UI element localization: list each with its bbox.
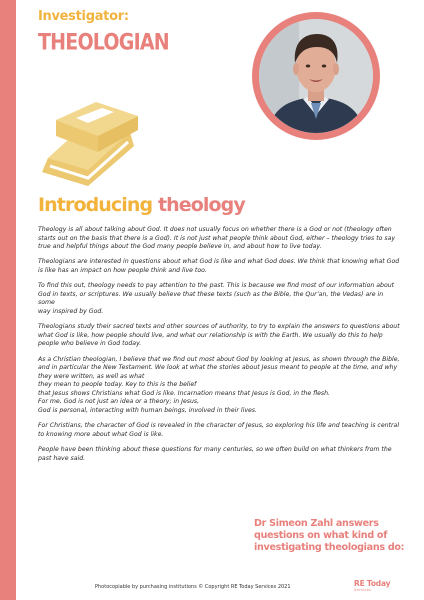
text-line: As a Christian theologian, I believe that we find out most about God by looking at Jesus, as shown through the Bible, — [38, 355, 400, 363]
text-line: they mean to people today. Key to this is the belief — [38, 381, 197, 389]
text-line: to knowing more about what God is like. — [38, 430, 164, 438]
left-accent-bar — [0, 0, 16, 600]
text-line: For Christians, the character of God is revealed in the character of Jesus, so exploring his life and teaching is central — [38, 422, 400, 430]
text-line: way inspired by God. — [38, 307, 104, 315]
book-icon — [34, 96, 142, 188]
text-line: God in texts, or scriptures. We usually believe that these texts (such as the Bible, the Qur’an, the Vedas) are in some — [38, 290, 384, 307]
text-line: For me, God is not just an idea or a theory; in Jesus, — [38, 398, 200, 406]
heading-part-1: Introducing — [38, 194, 153, 216]
callout-line: investigating theologians do: — [254, 542, 405, 553]
text-line: they were written, as well as what — [38, 372, 145, 380]
text-line: starts out on the basis that there is a God). It is not just what people think about God, either – theology tries to say — [38, 234, 396, 242]
logo-wordmark: RE Today — [354, 579, 391, 588]
text-line: true and helpful things about the God many people believe in, and about how to live today. — [38, 243, 322, 251]
copyright-footer: Photocopiable by purchasing institutions © Copyright RE Today Services 2021 — [95, 584, 291, 590]
interview-callout — [254, 518, 414, 554]
paragraph — [38, 226, 400, 252]
section-heading — [38, 194, 245, 216]
re-today-logo — [354, 580, 390, 592]
text-line: People have been thinking about these questions for many centuries, so we often build on what thinkers from the — [38, 446, 392, 454]
paragraph — [38, 356, 400, 416]
paragraph — [38, 282, 400, 316]
paragraph — [38, 422, 400, 439]
text-line: what God is like, how people should live, and what our relationship is with the Earth. We usually do this to help — [38, 331, 383, 339]
text-line: Theologians study their sacred texts and other sources of authority, to try to explain the answers to questions about — [38, 323, 400, 331]
paragraph — [38, 258, 400, 275]
heading-part-2: theology — [157, 194, 245, 216]
portrait-frame — [252, 12, 380, 140]
page-title: THEOLOGIAN — [38, 30, 169, 56]
text-line: is like has an impact on how people think and live too. — [38, 266, 207, 274]
text-line: and in particular the New Testament. We look at what the stories about Jesus meant to people at the time, and why — [38, 364, 398, 372]
text-line: people who believe in God today. — [38, 340, 142, 348]
text-line: God is personal, interacting with human beings, involved in their lives. — [38, 407, 257, 415]
paragraph — [38, 323, 400, 349]
text-line: To find this out, theology needs to pay attention to the past. This is because we find most of our information about — [38, 282, 395, 290]
eyebrow-label: Investigator: — [38, 9, 129, 24]
portrait-illustration — [259, 19, 373, 133]
text-line: Theology is all about talking about God. It does not usually focus on whether there is a God or not (theology often — [38, 226, 392, 233]
text-line: past have said. — [38, 454, 86, 462]
portrait-photo — [259, 19, 373, 133]
logo-subtitle: Services — [354, 588, 372, 592]
paragraph — [38, 446, 400, 463]
body-text — [38, 226, 400, 470]
text-line: that Jesus shows Christians what God is like. Incarnation means that Jesus is God, in the flesh. — [38, 389, 331, 397]
callout-line: Dr Simeon Zahl answers — [254, 518, 379, 529]
text-line: Theologians are interested in questions about what God is like and what God does. We think that knowing what God — [38, 258, 400, 266]
callout-line: questions on what kind of — [254, 530, 388, 541]
